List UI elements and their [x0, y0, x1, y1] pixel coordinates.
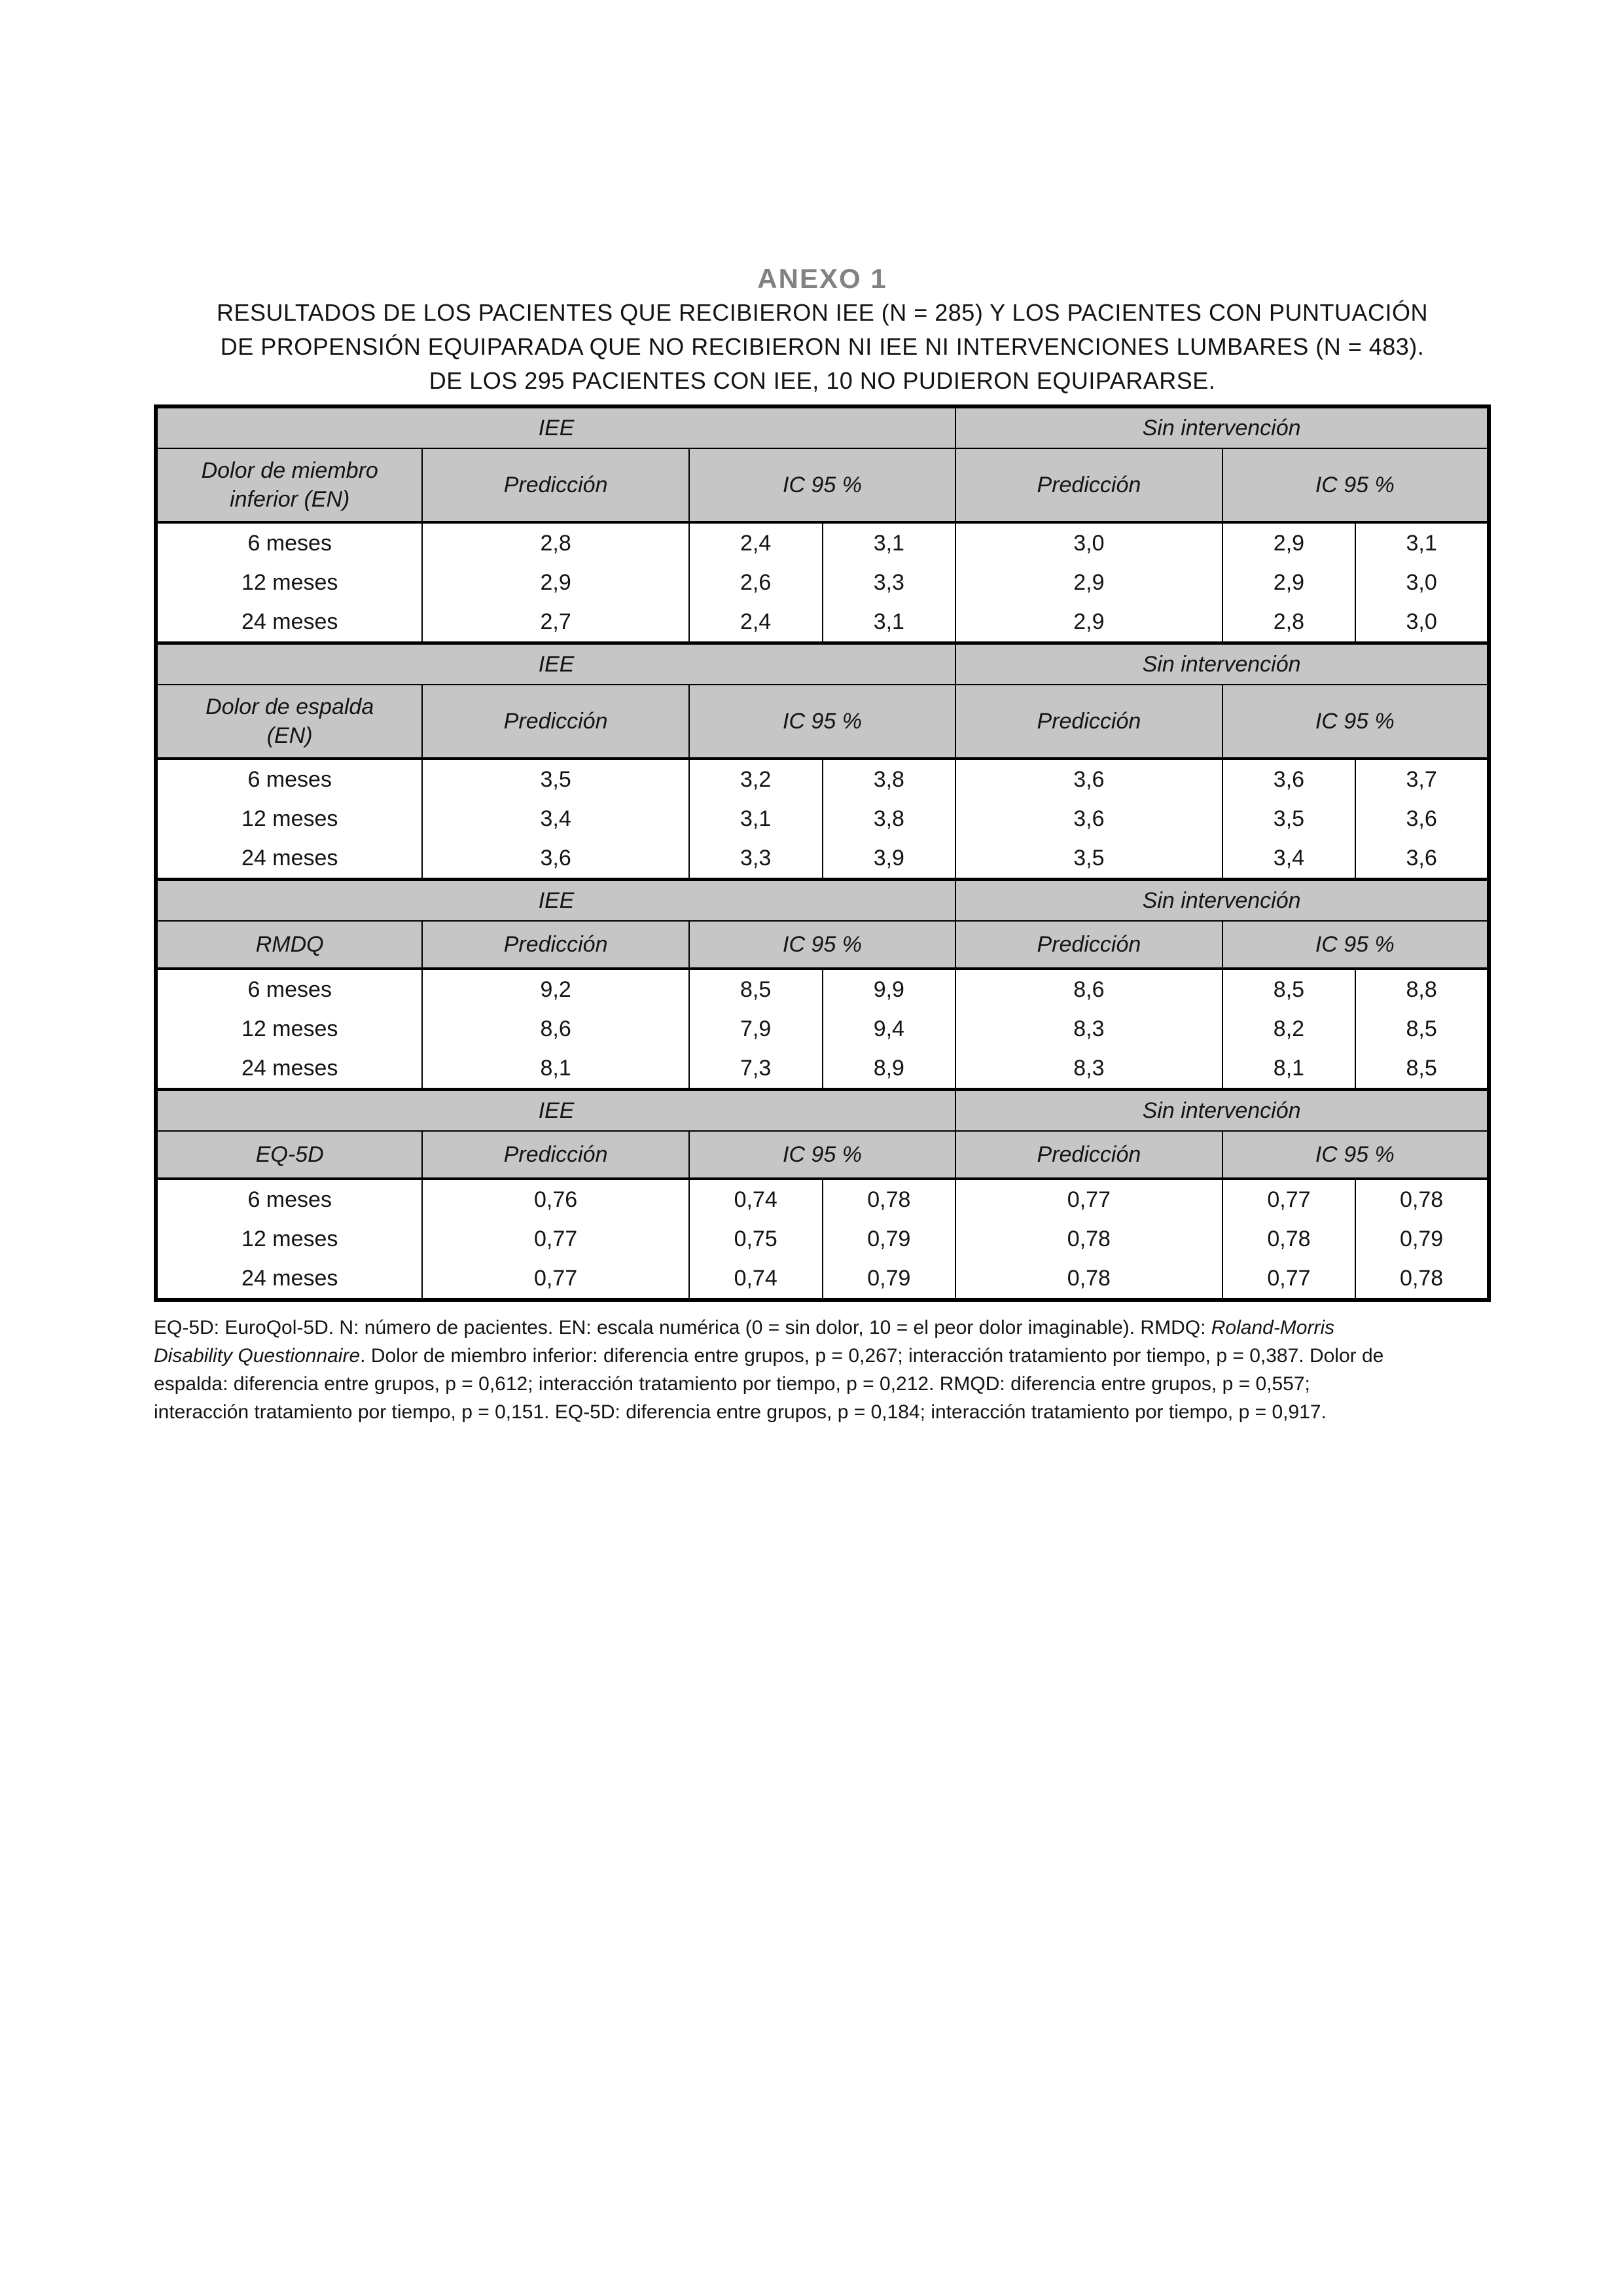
table-cell: 0,79: [823, 1219, 956, 1259]
table-cell: 0,77: [422, 1259, 688, 1300]
table-cell: 0,78: [1222, 1219, 1356, 1259]
table-row: [156, 1090, 1489, 1132]
row-label: 12 meses: [156, 1219, 422, 1259]
table-row: [156, 406, 1489, 448]
row-label: 24 meses: [156, 602, 422, 643]
row-label: 12 meses: [156, 563, 422, 602]
table-cell: 0,77: [1222, 1179, 1356, 1219]
table-cell: 0,78: [823, 1179, 956, 1219]
table-cell: 3,1: [1355, 522, 1489, 563]
col-header-prediccion: Predicción: [422, 448, 688, 522]
title-block: [154, 0, 1491, 398]
table-cell: 0,74: [689, 1179, 823, 1219]
table-row: [156, 838, 1489, 880]
col-header-ic95: IC 95 %: [1222, 685, 1489, 759]
table-cell: 0,78: [1355, 1179, 1489, 1219]
table-cell: 2,8: [422, 522, 688, 563]
table-cell: 3,5: [1222, 799, 1356, 838]
group-header-iee: IEE: [156, 1090, 955, 1132]
table-row: [156, 602, 1489, 643]
group-header-sin-intervencion: Sin intervención: [955, 643, 1489, 685]
section-label: [156, 1131, 422, 1179]
table-cell: 0,77: [422, 1219, 688, 1259]
col-header-prediccion: Predicción: [422, 1131, 688, 1179]
table-cell: 8,5: [1355, 1049, 1489, 1090]
col-header-prediccion: Predicción: [955, 921, 1222, 969]
col-header-ic95: IC 95 %: [1222, 448, 1489, 522]
table-cell: 8,3: [955, 1049, 1222, 1090]
group-header-iee: IEE: [156, 643, 955, 685]
table-cell: 0,77: [1222, 1259, 1356, 1300]
col-header-ic95: IC 95 %: [689, 1131, 955, 1179]
table-cell: 3,6: [955, 799, 1222, 838]
group-header-sin-intervencion: Sin intervención: [955, 406, 1489, 448]
results-table: [154, 404, 1491, 1302]
table-cell: 0,78: [955, 1219, 1222, 1259]
table-cell: 8,1: [422, 1049, 688, 1090]
row-label: 6 meses: [156, 969, 422, 1009]
table-cell: 9,9: [823, 969, 956, 1009]
footnote-text: . Dolor de miembro inferior: diferencia entre grupos, p = 0,267; interacción tratamiento por tiempo, p = 0,387. Dolor de espalda: diferencia entre grupos, p = 0,612; interacción tratamiento por tiempo, p = 0,212. RMQD: diferencia entre grupos, p = 0,557; interacción tratamiento por tiempo, p = 0,151. EQ-5D: diferencia entre grupos, p = 0,184; interacción tratamiento por tiempo, p = 0,917.: [154, 1345, 1384, 1423]
row-label: 24 meses: [156, 1049, 422, 1090]
table-cell: 0,78: [955, 1259, 1222, 1300]
table-row: [156, 448, 1489, 522]
table-cell: 3,2: [689, 759, 823, 799]
row-label: 6 meses: [156, 759, 422, 799]
section-label-line: Dolor de miembro: [201, 458, 378, 483]
table-cell: 2,4: [689, 522, 823, 563]
col-header-prediccion: Predicción: [955, 1131, 1222, 1179]
table-cell: 7,3: [689, 1049, 823, 1090]
group-header-sin-intervencion: Sin intervención: [955, 880, 1489, 922]
table-cell: 0,77: [955, 1179, 1222, 1219]
table-cell: 3,6: [955, 759, 1222, 799]
col-header-ic95: IC 95 %: [1222, 921, 1489, 969]
table-cell: 0,79: [1355, 1219, 1489, 1259]
table-cell: 9,2: [422, 969, 688, 1009]
table-cell: 2,8: [1222, 602, 1356, 643]
table-cell: 3,6: [422, 838, 688, 880]
table-caption-line-3: DE LOS 295 PACIENTES CON IEE, 10 NO PUDIERON EQUIPARARSE.: [429, 367, 1216, 394]
table-cell: 3,3: [823, 563, 956, 602]
table-cell: 8,8: [1355, 969, 1489, 1009]
section-label-line: inferior (EN): [230, 487, 350, 512]
table-caption-line-2: DE PROPENSIÓN EQUIPARADA QUE NO RECIBIERON NI IEE NI INTERVENCIONES LUMBARES (N = 483).: [220, 333, 1425, 360]
table-row: [156, 685, 1489, 759]
table-cell: 3,5: [955, 838, 1222, 880]
table-row: [156, 1049, 1489, 1090]
table-cell: 8,1: [1222, 1049, 1356, 1090]
table-cell: 3,3: [689, 838, 823, 880]
table-cell: 0,78: [1355, 1259, 1489, 1300]
table-cell: 9,4: [823, 1009, 956, 1049]
table-cell: 2,4: [689, 602, 823, 643]
section-label: [156, 685, 422, 759]
table-cell: 3,1: [689, 799, 823, 838]
table-cell: 3,0: [955, 522, 1222, 563]
table-row: [156, 522, 1489, 563]
table-cell: 8,2: [1222, 1009, 1356, 1049]
annex-title: ANEXO 1: [757, 263, 887, 294]
table-cell: 2,7: [422, 602, 688, 643]
table-cell: 3,0: [1355, 563, 1489, 602]
table-cell: 2,9: [1222, 563, 1356, 602]
table-row: [156, 969, 1489, 1009]
table-cell: 2,9: [955, 563, 1222, 602]
table-cell: 3,0: [1355, 602, 1489, 643]
table-cell: 2,6: [689, 563, 823, 602]
table-cell: 0,79: [823, 1259, 956, 1300]
table-caption-line-1: RESULTADOS DE LOS PACIENTES QUE RECIBIERON IEE (N = 285) Y LOS PACIENTES CON PUNTUACIÓN: [217, 299, 1428, 326]
table-row: [156, 1009, 1489, 1049]
table-cell: 0,74: [689, 1259, 823, 1300]
table-cell: 3,6: [1355, 838, 1489, 880]
col-header-ic95: IC 95 %: [689, 448, 955, 522]
section-label-line: RMDQ: [255, 932, 324, 957]
row-label: 12 meses: [156, 1009, 422, 1049]
table-cell: 3,4: [422, 799, 688, 838]
group-header-sin-intervencion: Sin intervención: [955, 1090, 1489, 1132]
table-cell: 8,3: [955, 1009, 1222, 1049]
footnote: [154, 1314, 1407, 1426]
document-page: [154, 0, 1491, 1426]
table-cell: 2,9: [955, 602, 1222, 643]
table-cell: 8,5: [1222, 969, 1356, 1009]
table-row: [156, 921, 1489, 969]
table-row: [156, 1259, 1489, 1300]
table-cell: 7,9: [689, 1009, 823, 1049]
table-cell: 0,76: [422, 1179, 688, 1219]
table-cell: 2,9: [422, 563, 688, 602]
footnote-text: EQ-5D: EuroQol-5D. N: número de pacientes. EN: escala numérica (0 = sin dolor, 10 = el peor dolor imaginable). RMDQ:: [154, 1317, 1211, 1338]
table-cell: 3,1: [823, 602, 956, 643]
col-header-prediccion: Predicción: [422, 921, 688, 969]
row-label: 24 meses: [156, 838, 422, 880]
col-header-ic95: IC 95 %: [689, 921, 955, 969]
table-row: [156, 563, 1489, 602]
table-cell: 3,1: [823, 522, 956, 563]
col-header-prediccion: Predicción: [422, 685, 688, 759]
table-cell: 0,75: [689, 1219, 823, 1259]
table-row: [156, 799, 1489, 838]
col-header-prediccion: Predicción: [955, 448, 1222, 522]
table-row: [156, 1219, 1489, 1259]
section-label: [156, 448, 422, 522]
group-header-iee: IEE: [156, 880, 955, 922]
section-label-line: (EN): [266, 723, 313, 748]
table-cell: 8,6: [422, 1009, 688, 1049]
table-row: [156, 880, 1489, 922]
table-row: [156, 1179, 1489, 1219]
table-cell: 3,7: [1355, 759, 1489, 799]
table-cell: 3,9: [823, 838, 956, 880]
table-cell: 8,9: [823, 1049, 956, 1090]
col-header-ic95: IC 95 %: [689, 685, 955, 759]
table-cell: 2,9: [1222, 522, 1356, 563]
section-label: [156, 921, 422, 969]
section-label-line: Dolor de espalda: [205, 694, 374, 719]
table-row: [156, 643, 1489, 685]
row-label: 12 meses: [156, 799, 422, 838]
row-label: 24 meses: [156, 1259, 422, 1300]
row-label: 6 meses: [156, 1179, 422, 1219]
section-label-line: EQ-5D: [255, 1142, 324, 1167]
row-label: 6 meses: [156, 522, 422, 563]
table-cell: 8,5: [1355, 1009, 1489, 1049]
table-cell: 3,5: [422, 759, 688, 799]
table-cell: 3,8: [823, 759, 956, 799]
group-header-iee: IEE: [156, 406, 955, 448]
col-header-ic95: IC 95 %: [1222, 1131, 1489, 1179]
table-cell: 8,6: [955, 969, 1222, 1009]
footnote-italic-text: Roland-Morris Disability Questionnaire: [154, 1317, 1335, 1367]
table-cell: 3,6: [1355, 799, 1489, 838]
table-row: [156, 1131, 1489, 1179]
table-cell: 3,6: [1222, 759, 1356, 799]
col-header-prediccion: Predicción: [955, 685, 1222, 759]
table-cell: 8,5: [689, 969, 823, 1009]
table-row: [156, 759, 1489, 799]
table-cell: 3,8: [823, 799, 956, 838]
table-cell: 3,4: [1222, 838, 1356, 880]
